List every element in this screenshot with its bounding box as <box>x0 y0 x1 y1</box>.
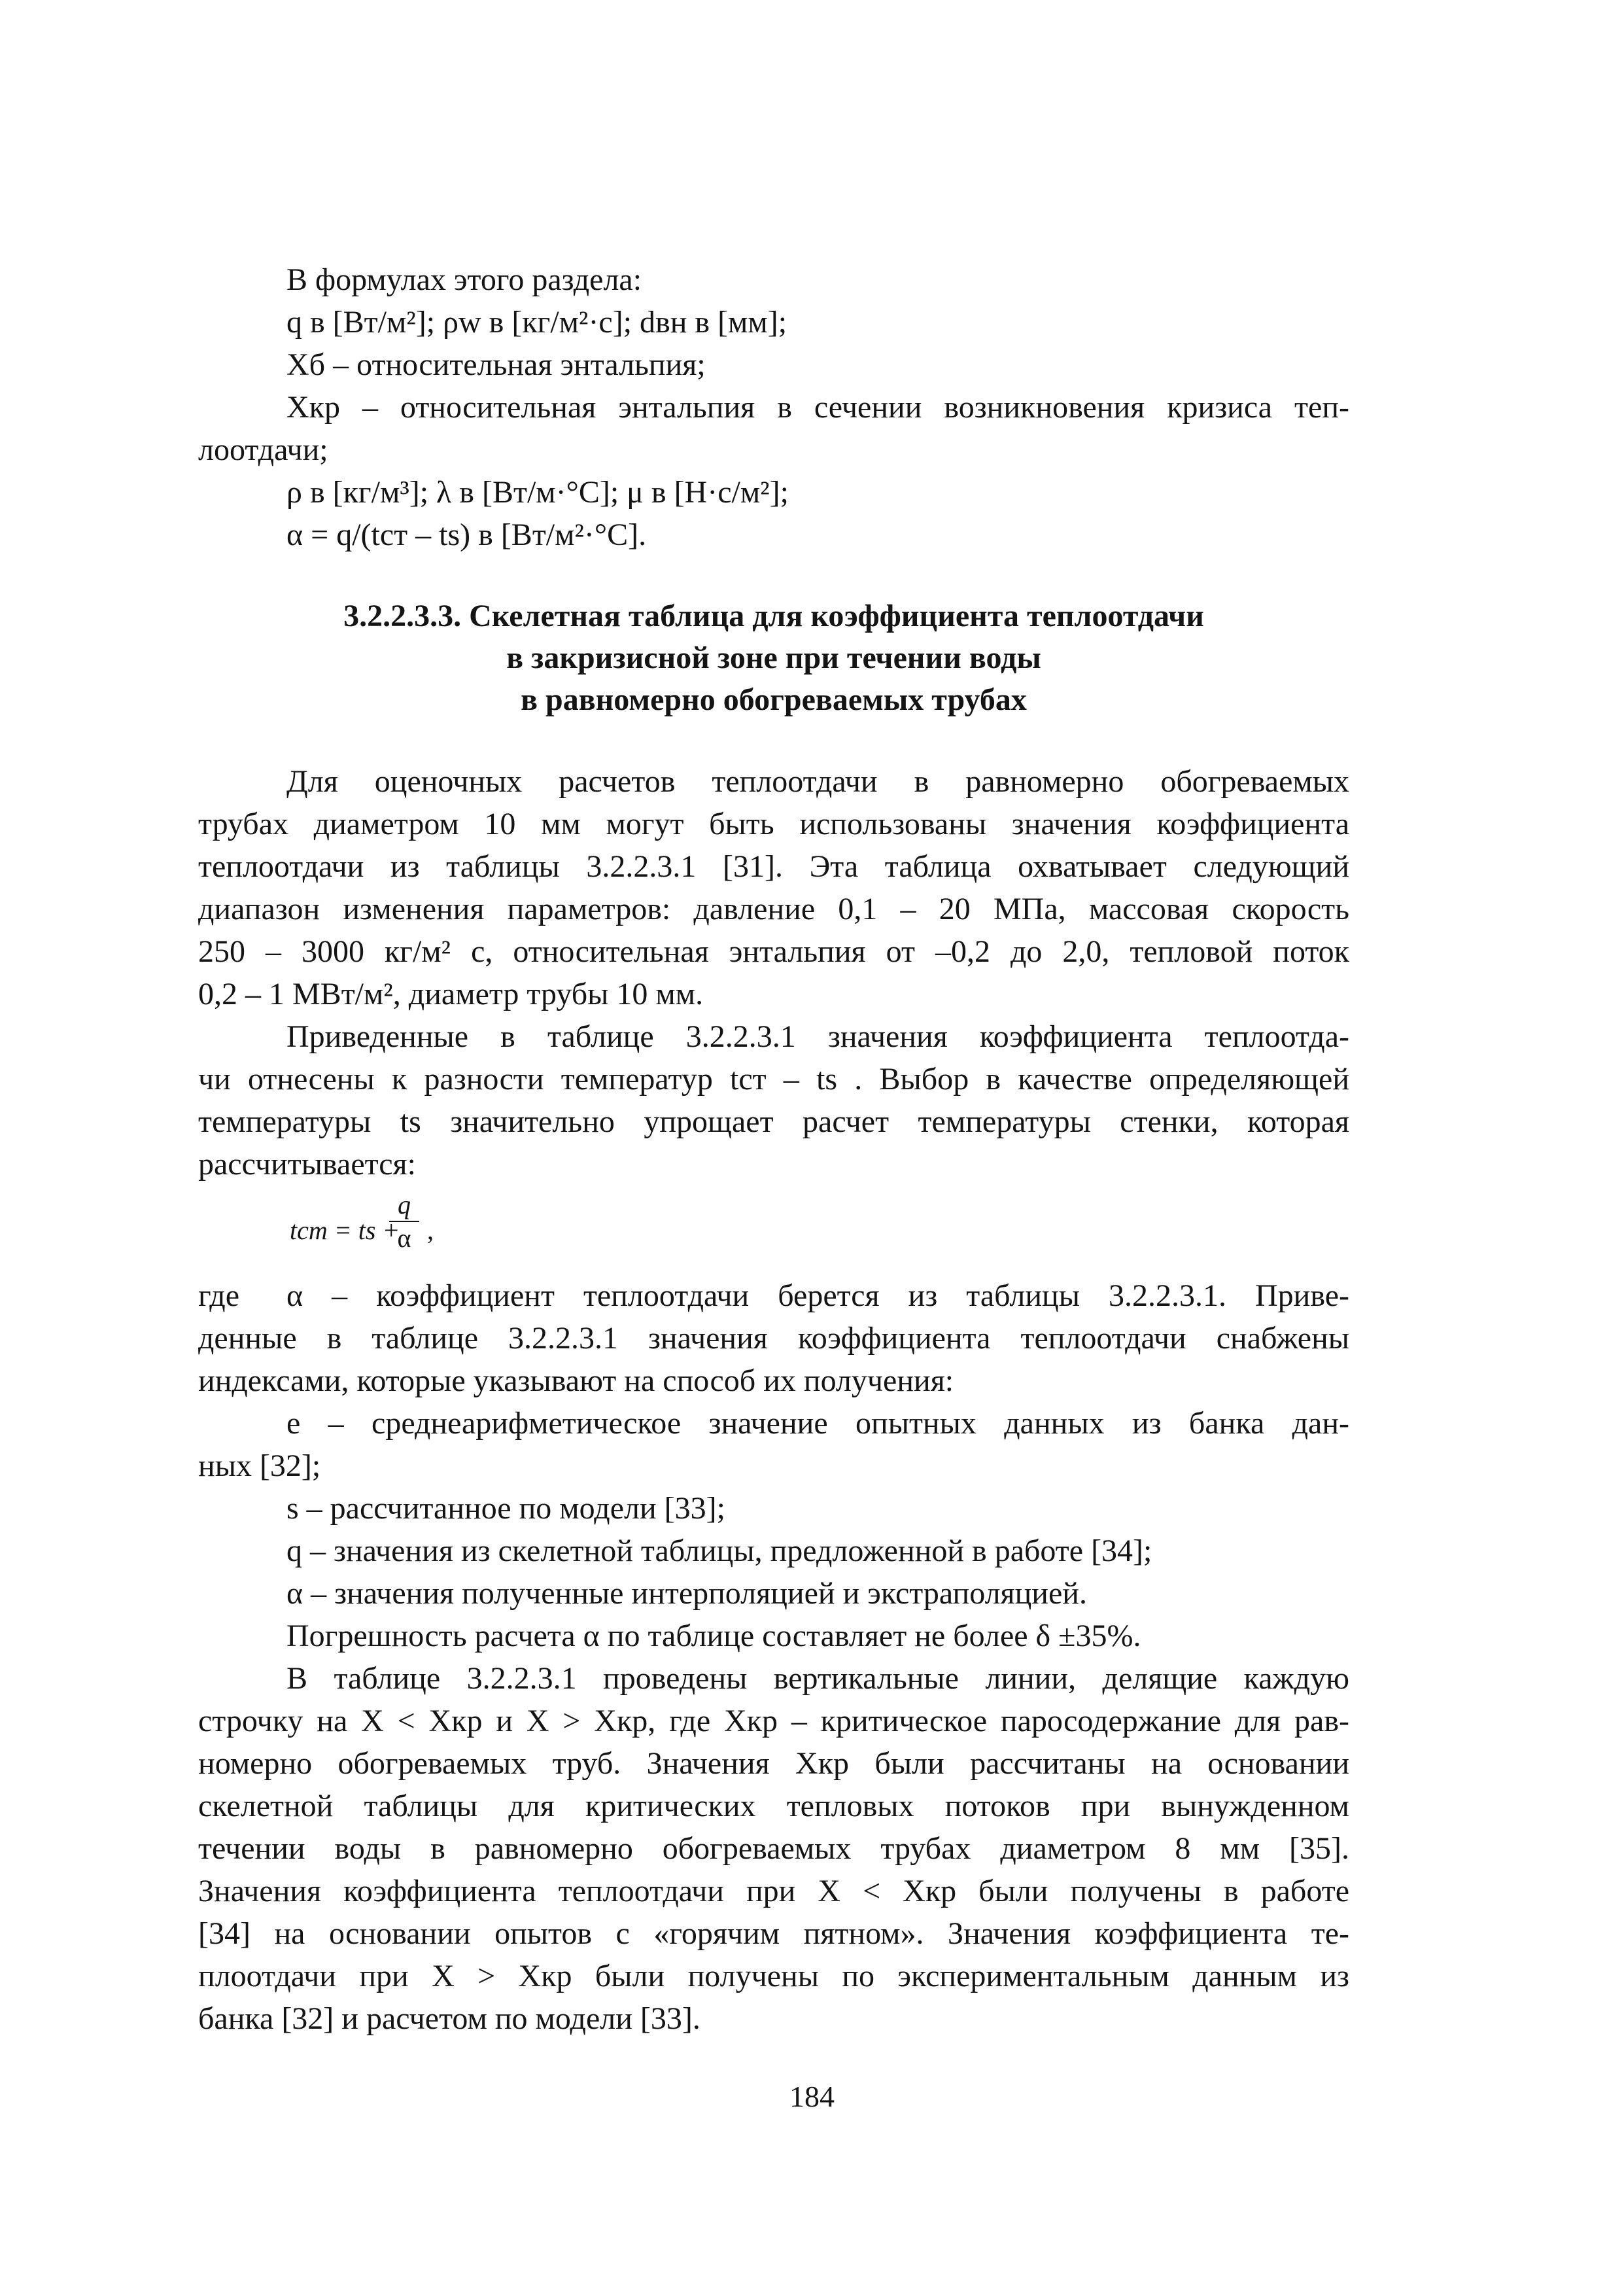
where-text: α – коэффициент теплоотдачи берется из таблицы 3.2.2.3.1. Приве- <box>286 1278 1349 1313</box>
paragraph-line: Значения коэффициента теплоотдачи при X < Xкр были получены в работе <box>198 1874 1349 1908</box>
accuracy-statement: Погрешность расчета α по таблице составляет не более δ ±35%. <box>286 1619 1141 1653</box>
paragraph-line: [34] на основании опытов с «горячим пятном». Значения коэффициента те- <box>198 1916 1349 1951</box>
paragraph-line: температуры ts значительно упрощает расчет температуры стенки, которая <box>198 1104 1349 1139</box>
paragraph-line: скелетной таблицы для критических тепловых потоков при вынужденном <box>198 1789 1349 1823</box>
paragraph-2 <box>198 1015 1349 1185</box>
paragraph-line: течении воды в равномерно обогреваемых трубах диаметром 8 мм [35]. <box>198 1831 1349 1866</box>
section-heading <box>198 595 1349 721</box>
index-alpha: α – значения полученные интерполяцией и экстраполяцией. <box>286 1576 1087 1611</box>
paragraph-line: банка [32] и расчетом по модели [33]. <box>198 2001 700 2036</box>
paragraph-line: теплоотдачи из таблицы 3.2.2.3.1 [31]. Эта таблица охватывает следующий <box>198 849 1349 884</box>
formula-numerator: q <box>389 1189 419 1222</box>
index-e: e – среднеарифметическое значение опытных данных из банка дан- <box>286 1406 1349 1441</box>
index-s: s – рассчитанное по модели [33]; <box>286 1491 725 1526</box>
units-line-rho: ρ в [кг/м³]; λ в [Вт/м·°С]; μ в [Н·с/м²]; <box>286 475 789 510</box>
units-line-xkr: Xкр – относительная энтальпия в сечении возникновения кризиса теп- <box>286 390 1349 425</box>
paragraph-line: 0,2 – 1 МВт/м², диаметр трубы 10 мм. <box>198 977 704 1011</box>
paragraph-line: плоотдачи при X > Xкр были получены по экспериментальным данным из <box>198 1959 1349 1993</box>
paragraph-4 <box>198 1657 1349 2040</box>
page-content <box>198 258 1349 2040</box>
paragraph-line-first <box>198 1274 1349 1317</box>
units-intro: В формулах этого раздела: <box>286 262 642 297</box>
paragraph-line: чи отнесены к разности температур tст – ts . Выбор в качестве определяющей <box>198 1062 1349 1096</box>
paragraph-line: трубах диаметром 10 мм могут быть использованы значения коэффициента <box>198 807 1349 841</box>
paragraph-line: В таблице 3.2.2.3.1 проведены вертикальные линии, делящие каждую <box>286 1661 1349 1696</box>
heading-line-2: в закризисной зоне при течении воды <box>506 640 1041 675</box>
formula-denominator: α <box>397 1223 411 1253</box>
paragraph-1 <box>198 760 1349 1015</box>
paragraph-3 <box>198 1274 1349 1402</box>
heading-line-3: в равномерно обогреваемых трубах <box>521 682 1027 717</box>
paragraph-line: 250 – 3000 кг/м² с, относительная энтальпия от –0,2 до 2,0, тепловой поток <box>198 934 1349 969</box>
paragraph-line: строчку на X < Xкр и X > Xкр, где Xкр – критическое паросодержание для рав- <box>198 1704 1349 1738</box>
index-e-cont: ных [32]; <box>198 1448 321 1483</box>
units-line-alpha: α = q/(tст – ts) в [Вт/м²·°С]. <box>286 517 647 552</box>
index-list <box>198 1402 1349 1615</box>
page-number: 184 <box>789 2080 835 2113</box>
heading-line-1: 3.2.2.3.3. Скелетная таблица для коэффициента теплоотдачи <box>343 599 1204 633</box>
paragraph-line: номерно обогреваемых труб. Значения Xкр были рассчитаны на основании <box>198 1746 1349 1781</box>
paragraph-line: рассчитывается: <box>198 1147 416 1182</box>
units-line-xkr-cont: лоотдачи; <box>198 432 328 467</box>
paragraph-line: Приведенные в таблице 3.2.2.3.1 значения коэффициента теплоотда- <box>286 1019 1349 1054</box>
paragraph-line: денные в таблице 3.2.2.3.1 значения коэффициента теплоотдачи снабжены <box>198 1321 1349 1356</box>
index-q: q – значения из скелетной таблицы, предложенной в работе [34]; <box>286 1533 1152 1568</box>
formula-lhs: tст = ts + <box>290 1216 400 1245</box>
paragraph-line: Для оценочных расчетов теплоотдачи в равномерно обогреваемых <box>286 764 1349 799</box>
paragraph-line: диапазон изменения параметров: давление 0,1 – 20 МПа, массовая скорость <box>198 892 1349 926</box>
wall-temperature-formula <box>198 1189 1349 1274</box>
formula-comma: , <box>427 1216 434 1245</box>
units-line-q: q в [Вт/м²]; ρw в [кг/м²·с]; dвн в [мм]; <box>286 305 787 340</box>
units-block <box>198 258 1349 556</box>
paragraph-line: индексами, которые указывают на способ их получения: <box>198 1363 954 1398</box>
where-word: где <box>198 1278 240 1313</box>
units-line-xb: Xб – относительная энтальпия; <box>286 347 706 382</box>
formula-fraction <box>389 1189 419 1255</box>
